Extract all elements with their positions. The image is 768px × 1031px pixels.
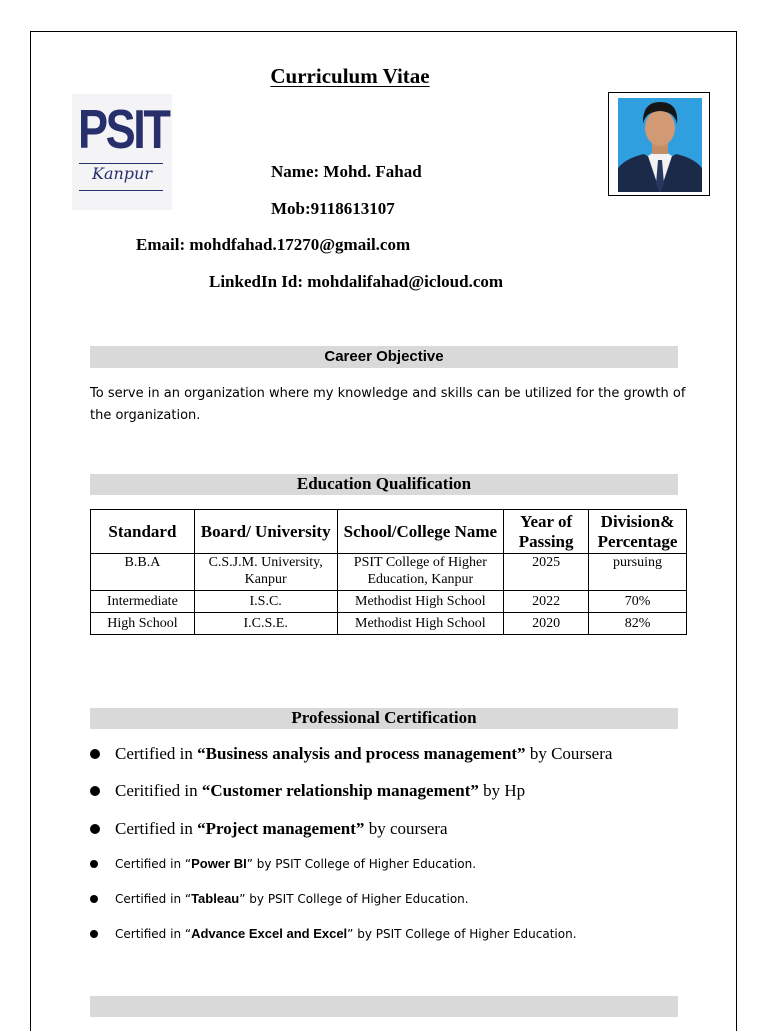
table-row (91, 591, 687, 613)
cert-suffix: ” by PSIT College of Higher Education. (246, 857, 477, 871)
list-item (90, 781, 525, 801)
cert-prefix: Certified in “ (115, 857, 192, 871)
logo-rule-bottom (79, 190, 163, 191)
cert-title: Tableau (191, 891, 240, 906)
cert-title: “Customer relationship management” (201, 781, 479, 800)
cell-school: PSIT College of Higher Education, Kanpur (337, 554, 504, 591)
cert-suffix: ” by PSIT College of Higher Education. (347, 927, 577, 941)
logo-text: PSIT (78, 98, 169, 160)
cell-division: 82% (589, 613, 687, 635)
profile-photo-image (618, 98, 702, 192)
cell-board: I.C.S.E. (194, 613, 337, 635)
bullet-dot-icon (90, 824, 100, 834)
cell-school: Methodist High School (337, 613, 504, 635)
education-header-row (91, 510, 687, 554)
cell-division: pursuing (589, 554, 687, 591)
cell-board: I.S.C. (194, 591, 337, 613)
cert-suffix: by coursera (364, 819, 448, 838)
column-header-division: Division& Percentage (589, 510, 687, 554)
cert-prefix: Certified in “ (115, 892, 192, 906)
cell-standard: Intermediate (91, 591, 195, 613)
bullet-dot-icon (90, 895, 98, 903)
cert-suffix: ” by PSIT College of Higher Education. (239, 892, 469, 906)
bullet-dot-icon (90, 786, 100, 796)
cert-prefix: Certified in (115, 819, 198, 838)
bullet-dot-icon (90, 749, 100, 759)
linkedin-id: LinkedIn Id: mohdalifahad@icloud.com (209, 272, 504, 291)
cell-school: Methodist High School (337, 591, 504, 613)
cell-year: 2022 (504, 591, 589, 613)
cell-board: C.S.J.M. University, Kanpur (194, 554, 337, 591)
list-item (90, 856, 476, 871)
candidate-name: Name: Mohd. Fahad (271, 162, 422, 181)
cert-suffix: by Coursera (525, 744, 613, 763)
email-address: Email: mohdfahad.17270@gmail.com (136, 235, 411, 254)
psit-logo (72, 94, 172, 210)
cell-division: 70% (589, 591, 687, 613)
list-item (90, 819, 448, 839)
logo-subtext: Kanpur (92, 164, 152, 183)
cell-standard: B.B.A (91, 554, 195, 591)
cert-title: Power BI (191, 856, 247, 871)
cert-title: “Business analysis and process management” (197, 744, 526, 763)
education-heading: Education Qualification (90, 474, 678, 495)
cert-prefix: Certified in (115, 744, 198, 763)
column-header-standard: Standard (91, 510, 195, 554)
cert-suffix: by Hp (478, 781, 526, 800)
cert-title: Advance Excel and Excel (191, 926, 348, 941)
page-title (0, 64, 768, 89)
column-header-board: Board/ University (194, 510, 337, 554)
certification-heading: Professional Certification (90, 708, 678, 729)
cert-prefix: Ceritified in (115, 781, 202, 800)
list-item (90, 926, 577, 941)
table-row (91, 613, 687, 635)
bullet-dot-icon (90, 930, 98, 938)
profile-photo (608, 92, 710, 196)
cell-year: 2025 (504, 554, 589, 591)
list-item (90, 744, 612, 764)
education-table (90, 509, 687, 635)
cert-title: “Project management” (197, 819, 365, 838)
page-title-text: Curriculum Vitae (270, 64, 430, 88)
cell-year: 2020 (504, 613, 589, 635)
bullet-dot-icon (90, 860, 98, 868)
cell-standard: High School (91, 613, 195, 635)
cert-prefix: Certified in “ (115, 927, 192, 941)
column-header-year: Year of Passing (504, 510, 589, 554)
column-header-school: School/College Name (337, 510, 504, 554)
career-objective-text: To serve in an organization where my knowledge and skills can be utilized for the growth of the organization. (90, 386, 686, 423)
table-row (91, 554, 687, 591)
list-item (90, 891, 469, 906)
career-objective-heading: Career Objective (90, 346, 678, 368)
next-section-band (90, 996, 678, 1017)
mobile-number: Mob:9118613107 (271, 199, 395, 218)
